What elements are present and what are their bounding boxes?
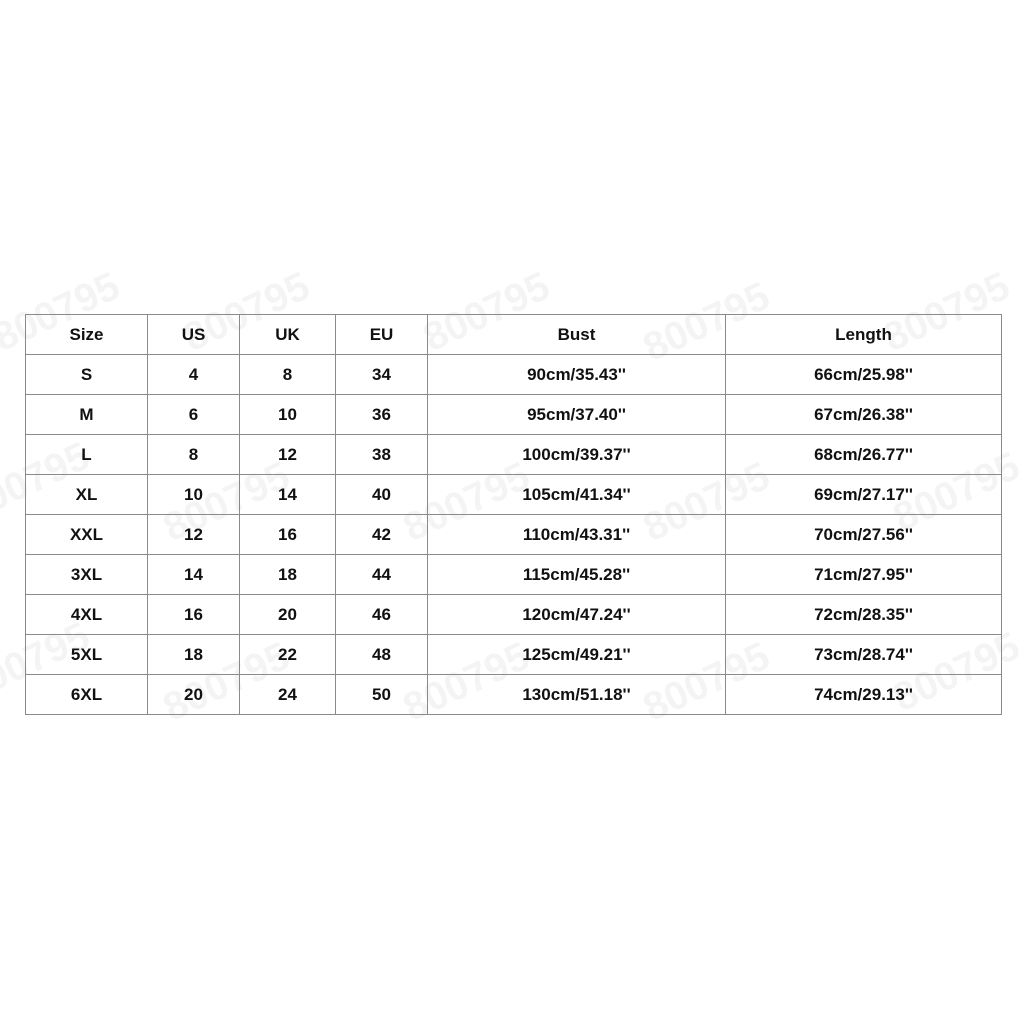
header-us: US xyxy=(148,315,240,355)
cell-length: 73cm/28.74'' xyxy=(726,635,1002,675)
table-row xyxy=(26,515,1002,555)
table-row xyxy=(26,635,1002,675)
cell-bust: 105cm/41.34'' xyxy=(428,475,726,515)
cell-bust: 100cm/39.37'' xyxy=(428,435,726,475)
cell-bust: 90cm/35.43'' xyxy=(428,355,726,395)
cell-size: L xyxy=(26,435,148,475)
cell-uk: 18 xyxy=(240,555,336,595)
cell-length: 67cm/26.38'' xyxy=(726,395,1002,435)
cell-eu: 34 xyxy=(336,355,428,395)
table-row xyxy=(26,675,1002,715)
cell-us: 6 xyxy=(148,395,240,435)
cell-eu: 38 xyxy=(336,435,428,475)
cell-size: 5XL xyxy=(26,635,148,675)
cell-size: 6XL xyxy=(26,675,148,715)
cell-uk: 20 xyxy=(240,595,336,635)
cell-length: 70cm/27.56'' xyxy=(726,515,1002,555)
cell-bust: 95cm/37.40'' xyxy=(428,395,726,435)
cell-eu: 50 xyxy=(336,675,428,715)
header-uk: UK xyxy=(240,315,336,355)
cell-size: 3XL xyxy=(26,555,148,595)
table-row xyxy=(26,435,1002,475)
cell-us: 20 xyxy=(148,675,240,715)
cell-eu: 42 xyxy=(336,515,428,555)
cell-uk: 24 xyxy=(240,675,336,715)
cell-size: S xyxy=(26,355,148,395)
cell-uk: 10 xyxy=(240,395,336,435)
cell-uk: 14 xyxy=(240,475,336,515)
cell-us: 12 xyxy=(148,515,240,555)
cell-us: 18 xyxy=(148,635,240,675)
cell-length: 66cm/25.98'' xyxy=(726,355,1002,395)
cell-us: 14 xyxy=(148,555,240,595)
cell-us: 16 xyxy=(148,595,240,635)
cell-bust: 115cm/45.28'' xyxy=(428,555,726,595)
cell-size: 4XL xyxy=(26,595,148,635)
header-bust: Bust xyxy=(428,315,726,355)
table-row xyxy=(26,555,1002,595)
cell-size: XL xyxy=(26,475,148,515)
cell-uk: 8 xyxy=(240,355,336,395)
header-size: Size xyxy=(26,315,148,355)
cell-us: 8 xyxy=(148,435,240,475)
cell-eu: 46 xyxy=(336,595,428,635)
cell-bust: 110cm/43.31'' xyxy=(428,515,726,555)
cell-eu: 40 xyxy=(336,475,428,515)
cell-length: 69cm/27.17'' xyxy=(726,475,1002,515)
cell-us: 4 xyxy=(148,355,240,395)
size-chart-table xyxy=(25,314,1002,715)
cell-eu: 44 xyxy=(336,555,428,595)
header-row xyxy=(26,315,1002,355)
cell-uk: 22 xyxy=(240,635,336,675)
table-row xyxy=(26,395,1002,435)
cell-size: M xyxy=(26,395,148,435)
cell-uk: 12 xyxy=(240,435,336,475)
header-length: Length xyxy=(726,315,1002,355)
cell-length: 68cm/26.77'' xyxy=(726,435,1002,475)
header-eu: EU xyxy=(336,315,428,355)
cell-eu: 36 xyxy=(336,395,428,435)
cell-length: 71cm/27.95'' xyxy=(726,555,1002,595)
table-row xyxy=(26,595,1002,635)
cell-length: 72cm/28.35'' xyxy=(726,595,1002,635)
cell-us: 10 xyxy=(148,475,240,515)
cell-size: XXL xyxy=(26,515,148,555)
cell-bust: 130cm/51.18'' xyxy=(428,675,726,715)
cell-bust: 125cm/49.21'' xyxy=(428,635,726,675)
cell-uk: 16 xyxy=(240,515,336,555)
table-row xyxy=(26,475,1002,515)
table-row xyxy=(26,355,1002,395)
cell-length: 74cm/29.13'' xyxy=(726,675,1002,715)
cell-bust: 120cm/47.24'' xyxy=(428,595,726,635)
cell-eu: 48 xyxy=(336,635,428,675)
